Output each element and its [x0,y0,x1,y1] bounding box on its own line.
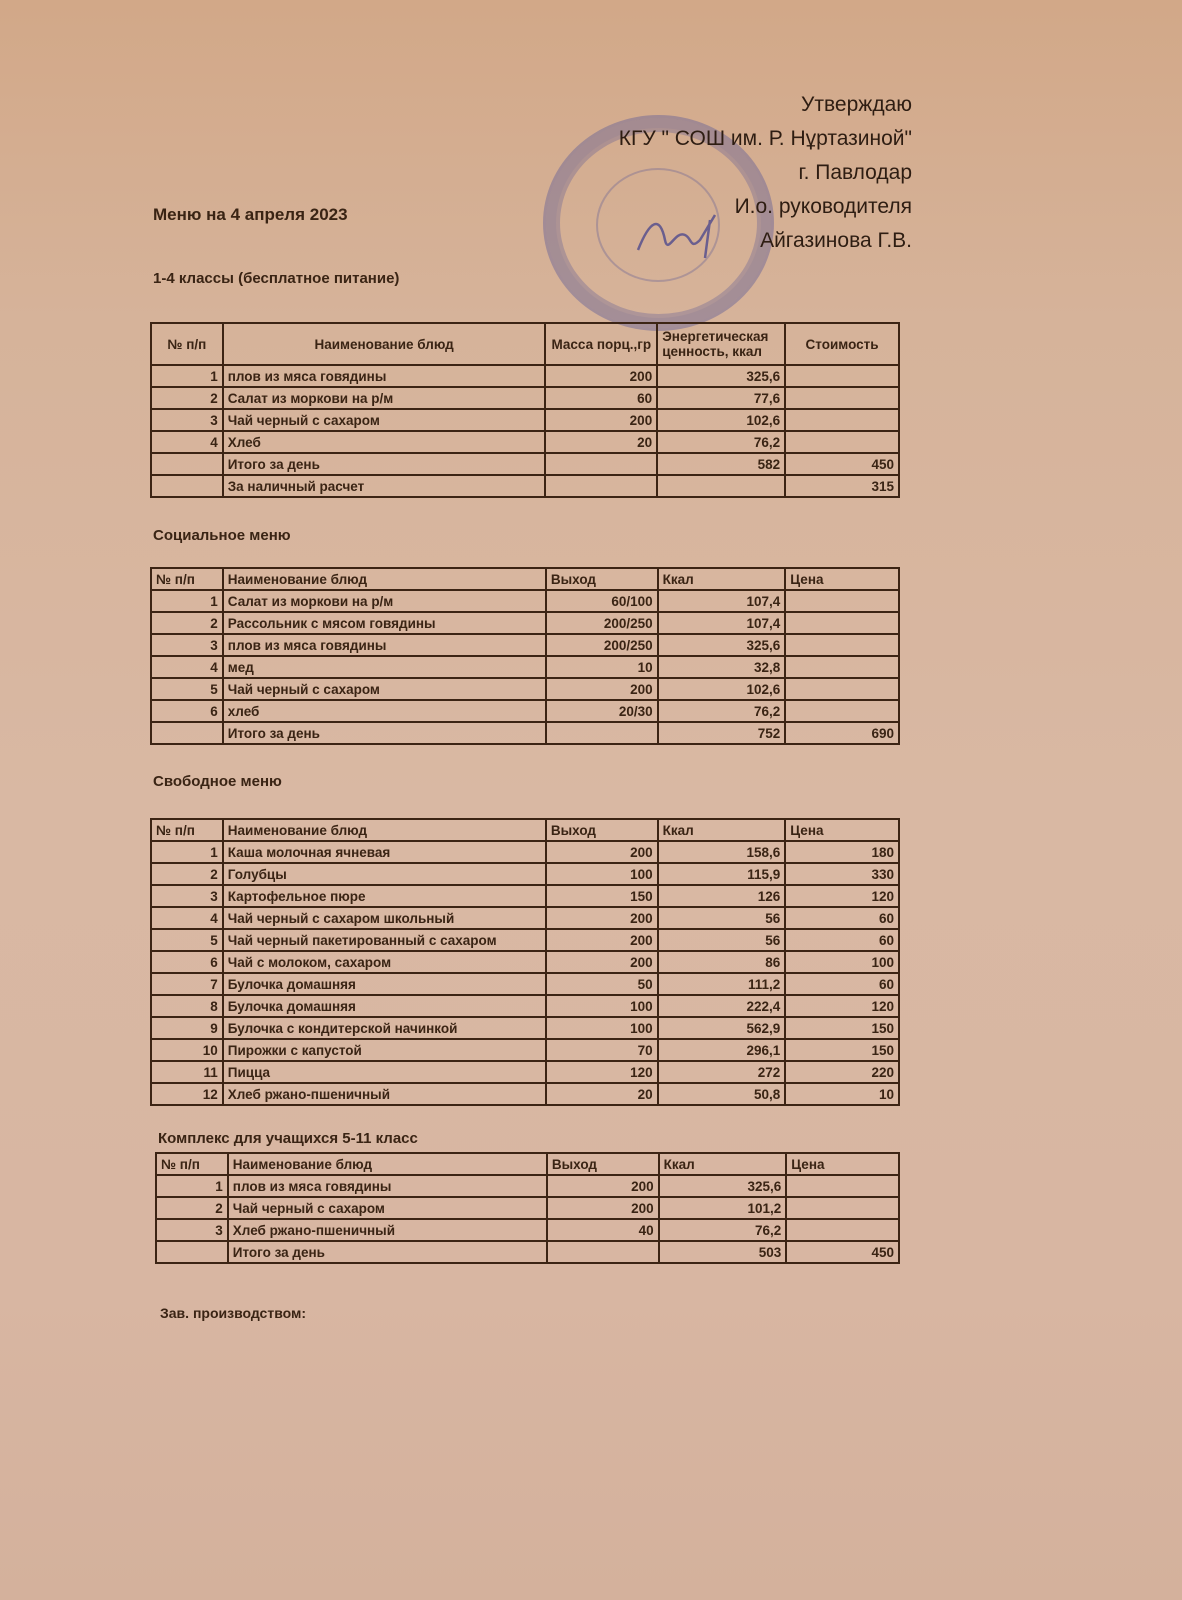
section-heading-social-menu: Социальное меню [153,527,291,544]
cell-price [786,1197,899,1219]
approval-line: Айгазинова Г.В. [760,229,912,252]
section-heading-free-menu: Свободное меню [153,773,282,790]
table-row [151,431,899,453]
column-header: Энергетическая ценность, ккал [657,323,785,365]
cell-price [785,700,899,722]
table-row [151,907,899,929]
table-row [151,634,899,656]
cell-price: 120 [785,885,899,907]
page-title: Меню на 4 апреля 2023 [153,205,348,224]
cell-out: 200 [546,907,658,929]
column-header: Наименование блюд [223,568,546,590]
footer-signature-label: Зав. производством: [160,1305,307,1321]
total-price: 450 [786,1241,899,1263]
cell-out: 200 [546,841,658,863]
total-price: 450 [785,453,899,475]
table-row [151,951,899,973]
cell-n: 4 [151,907,223,929]
table-row [151,409,899,431]
cell-n: 6 [151,700,223,722]
cell-name: Хлеб ржано-пшеничный [228,1219,547,1241]
cell-name: Булочка с кондитерской начинкой [223,1017,546,1039]
cell-price: 60 [785,907,899,929]
total-label: Итого за день [223,453,546,475]
cell-name: Салат из моркови на р/м [223,387,546,409]
cell-price: 120 [785,995,899,1017]
table-row [151,590,899,612]
cell-name: Салат из моркови на р/м [223,590,546,612]
cell-name: мед [223,656,546,678]
cell-kcal: 107,4 [658,590,786,612]
column-header: Выход [547,1153,659,1175]
cell-kcal: 32,8 [658,656,786,678]
section-heading-complex-menu: Комплекс для учащихся 5-11 класс [158,1130,418,1147]
cell-n: 5 [151,929,223,951]
cell-kcal: 56 [658,929,786,951]
cell-name: Чай черный пакетированный с сахаром [223,929,546,951]
cell-name: Булочка домашняя [223,995,546,1017]
cell-out: 200/250 [546,634,658,656]
approval-line: г. Павлодар [798,161,912,184]
cell-kcal: 325,6 [659,1175,787,1197]
approval-line: КГУ " СОШ им. Р. Нұртазиной" [618,127,912,150]
column-header: Цена [786,1153,899,1175]
cell-n: 1 [156,1175,228,1197]
cell-name: Картофельное пюре [223,885,546,907]
cell-kcal: 222,4 [658,995,786,1017]
cell-kcal: 101,2 [659,1197,787,1219]
cell-out: 100 [546,863,658,885]
column-header: Стоимость [785,323,899,365]
table-row [151,973,899,995]
cell-name: Хлеб ржано-пшеничный [223,1083,546,1105]
cell-n: 1 [151,590,223,612]
cell-n: 6 [151,951,223,973]
table-row [151,678,899,700]
column-header: Ккал [658,568,786,590]
column-header: Выход [546,819,658,841]
cell-kcal: 562,9 [658,1017,786,1039]
cell-price: 220 [785,1061,899,1083]
cell-name: Чай черный с сахаром [228,1197,547,1219]
table-row [151,995,899,1017]
cell-mass: 200 [545,409,657,431]
table-row [151,841,899,863]
cell-price [785,656,899,678]
cash-label: За наличный расчет [223,475,546,497]
cell-out: 200 [547,1197,659,1219]
cell-price [785,634,899,656]
cell-kcal: 272 [658,1061,786,1083]
cell-name: плов из мяса говядины [223,634,546,656]
cell-n: 2 [156,1197,228,1219]
cell-n: 1 [151,841,223,863]
cell-n: 9 [151,1017,223,1039]
cell-kcal: 126 [658,885,786,907]
cell-out: 200 [546,678,658,700]
table-row [151,612,899,634]
table-free-meals [150,322,900,498]
cell-price [786,1219,899,1241]
table-row [156,1197,899,1219]
table-row [151,700,899,722]
cell-out: 10 [546,656,658,678]
total-row [156,1241,899,1263]
cell-n: 1 [151,365,223,387]
cell-n: 12 [151,1083,223,1105]
cell-price: 60 [785,929,899,951]
column-header: Масса порц.,гр [545,323,657,365]
table-row [151,656,899,678]
cell-n: 2 [151,863,223,885]
cell-price [785,612,899,634]
total-kcal: 582 [657,453,785,475]
cell-price [786,1175,899,1197]
cell-mass: 200 [545,365,657,387]
cell-out: 100 [546,995,658,1017]
total-kcal: 752 [658,722,786,744]
total-label: Итого за день [228,1241,547,1263]
cell-kcal: 76,2 [659,1219,787,1241]
cell-n: 3 [151,885,223,907]
cell-kcal: 76,2 [657,431,785,453]
total-price: 690 [785,722,899,744]
cash-row [151,475,899,497]
table-row [156,1175,899,1197]
cell-name: Рассольник с мясом говядины [223,612,546,634]
table-free-menu [150,818,900,1106]
approval-line: Утверждаю [801,93,912,116]
cell-price: 10 [785,1083,899,1105]
cell-price [785,387,899,409]
column-header: № п/п [156,1153,228,1175]
table-row [151,387,899,409]
cell-out: 60/100 [546,590,658,612]
table-row [151,863,899,885]
cell-kcal: 76,2 [658,700,786,722]
cell-kcal: 325,6 [658,634,786,656]
cell-price [785,590,899,612]
cell-price: 180 [785,841,899,863]
cell-n: 8 [151,995,223,1017]
column-header: Ккал [659,1153,787,1175]
cell-kcal: 102,6 [658,678,786,700]
total-row [151,722,899,744]
column-header: Выход [546,568,658,590]
approval-block [619,88,912,258]
table-row [151,1017,899,1039]
cell-n: 3 [151,409,223,431]
cell-name: Чай черный с сахаром школьный [223,907,546,929]
cell-n: 2 [151,387,223,409]
cell-out: 120 [546,1061,658,1083]
column-header: Наименование блюд [228,1153,547,1175]
cell-price [785,409,899,431]
column-header: Цена [785,568,899,590]
total-label: Итого за день [223,722,546,744]
cell-out: 200 [546,951,658,973]
column-header: Наименование блюд [223,323,546,365]
cell-n: 11 [151,1061,223,1083]
cell-out: 200 [546,929,658,951]
cell-n: 4 [151,431,223,453]
column-header: Наименование блюд [223,819,546,841]
cell-out: 40 [547,1219,659,1241]
cell-name: хлеб [223,700,546,722]
cell-name: Булочка домашняя [223,973,546,995]
total-row [151,453,899,475]
cell-name: плов из мяса говядины [228,1175,547,1197]
approval-line: И.о. руководителя [734,195,912,218]
cell-name: Чай черный с сахаром [223,678,546,700]
cell-n: 5 [151,678,223,700]
cell-out: 150 [546,885,658,907]
cell-name: Чай с молоком, сахаром [223,951,546,973]
cell-n: 7 [151,973,223,995]
cell-out: 70 [546,1039,658,1061]
table-row [151,1083,899,1105]
cell-price: 150 [785,1017,899,1039]
cell-name: Хлеб [223,431,546,453]
cell-name: Пицца [223,1061,546,1083]
cell-price [785,431,899,453]
cell-price: 60 [785,973,899,995]
cell-mass: 60 [545,387,657,409]
cell-out: 20 [546,1083,658,1105]
table-row [151,885,899,907]
cell-out: 50 [546,973,658,995]
cell-out: 100 [546,1017,658,1039]
table-row [151,1061,899,1083]
cell-n: 10 [151,1039,223,1061]
cell-kcal: 86 [658,951,786,973]
cell-n: 4 [151,656,223,678]
column-header: № п/п [151,568,223,590]
cell-price: 330 [785,863,899,885]
cell-n: 3 [151,634,223,656]
total-kcal: 503 [659,1241,787,1263]
table-row [151,1039,899,1061]
cell-name: Голубцы [223,863,546,885]
cell-kcal: 77,6 [657,387,785,409]
cell-kcal: 107,4 [658,612,786,634]
table-row [151,365,899,387]
cell-kcal: 102,6 [657,409,785,431]
table-social-menu [150,567,900,745]
cell-name: Каша молочная ячневая [223,841,546,863]
cell-out: 200 [547,1175,659,1197]
section-heading-free-meals: 1-4 классы (бесплатное питание) [153,270,400,287]
table-row [151,929,899,951]
column-header: Ккал [658,819,786,841]
table-row [156,1219,899,1241]
cell-out: 200/250 [546,612,658,634]
cell-price: 150 [785,1039,899,1061]
cell-n: 2 [151,612,223,634]
column-header: № п/п [151,323,223,365]
cash-price: 315 [785,475,899,497]
cell-price [785,678,899,700]
cell-name: плов из мяса говядины [223,365,546,387]
cell-kcal: 296,1 [658,1039,786,1061]
cell-kcal: 56 [658,907,786,929]
column-header: Цена [785,819,899,841]
cell-price: 100 [785,951,899,973]
cell-price [785,365,899,387]
cell-name: Чай черный с сахаром [223,409,546,431]
cell-kcal: 50,8 [658,1083,786,1105]
cell-kcal: 325,6 [657,365,785,387]
cell-name: Пирожки с капустой [223,1039,546,1061]
column-header: № п/п [151,819,223,841]
cell-n: 3 [156,1219,228,1241]
cell-out: 20/30 [546,700,658,722]
cell-kcal: 115,9 [658,863,786,885]
cell-kcal: 111,2 [658,973,786,995]
cell-kcal: 158,6 [658,841,786,863]
cell-mass: 20 [545,431,657,453]
table-complex-menu [155,1152,900,1264]
